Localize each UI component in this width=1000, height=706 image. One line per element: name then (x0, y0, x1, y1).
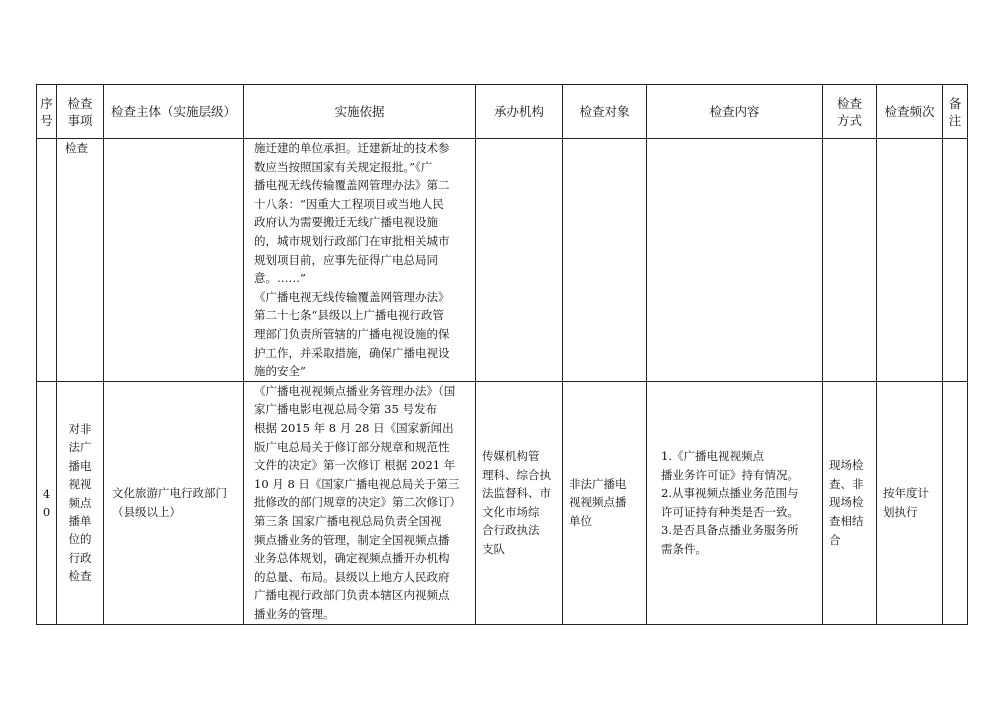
header-row (37, 85, 968, 139)
cell-org (476, 139, 563, 382)
text-line: 位的 (68, 532, 92, 547)
table-row (37, 381, 968, 624)
cell-freq (877, 139, 943, 382)
text-line: 法广 (68, 440, 92, 455)
text-line: 单位 (569, 514, 592, 529)
cell-method (823, 381, 877, 624)
text-line: 行政 (68, 550, 92, 565)
cell-note (943, 139, 968, 382)
text-line: 非法广播电 (569, 476, 627, 491)
text-line: 1.《广播电视视频点 (661, 448, 764, 463)
text-line: 2.从事视频点播业务范围与 (661, 486, 799, 501)
text-line: 频点播业务的管理，制定全国视频点播 (254, 532, 450, 547)
cell-freq (877, 381, 943, 624)
text-line: 《广播电视视频点播业务管理办法》（国 (254, 383, 456, 398)
cell-item: 检查 (57, 139, 104, 382)
text-line: 护工作，并采取措施，确保广播电视设 (254, 345, 450, 360)
cell-item (57, 381, 104, 624)
text-line: 播业务许可证》持有情况。 (661, 467, 799, 482)
text-line: 数应当按照国家有关规定报批。”《广 (254, 159, 433, 174)
text-line: 传媒机构管 (482, 448, 540, 463)
text-line: 查相结 (829, 514, 864, 529)
text-line: 法监督科、市 (482, 486, 551, 501)
text-line: 播单 (68, 513, 92, 528)
text-line: 许可证持有种类是否一致。 (661, 504, 799, 519)
cell-method (823, 139, 877, 382)
text-line: 查、非 (829, 476, 864, 491)
text-line: 广播电视行政部门负责本辖区内视频点 (254, 588, 450, 603)
text-line: 施的安全” (254, 364, 306, 379)
text-line: 检查 (68, 569, 92, 584)
cell-target (563, 139, 647, 382)
header-method: 检查方式 (823, 85, 877, 139)
text-line: 播业务的管理。 (254, 606, 335, 621)
header-seq: 序号 (37, 85, 57, 139)
table-row (37, 139, 968, 382)
text-line: 现场检 (829, 495, 864, 510)
text-line: 理部门负责所管辖的广播电视设施的保 (254, 326, 450, 341)
text-line: 业务总体规划，确定视频点播开办机构 (254, 551, 450, 566)
header-basis: 实施依据 (244, 85, 476, 139)
cell-basis (244, 381, 476, 624)
text-line: 视视 (68, 477, 92, 492)
text-line: 《广播电视无线传输覆盖网管理办法》 (254, 289, 450, 304)
text-line: 的，城市规划行政部门在审批相关城市 (254, 233, 450, 248)
text-line: （县级以上） (112, 504, 181, 519)
text-line: 3.是否具备点播业务服务所 (661, 523, 799, 538)
cell-target (563, 381, 647, 624)
cell-content (647, 139, 823, 382)
text-line: 意。……” (254, 271, 306, 286)
text-line: 文件的决定》第一次修订 根据 2021 年 (254, 458, 456, 473)
text-line: 文化市场综 (482, 504, 540, 519)
text-line: 第二十七条“县级以上广播电视行政管 (254, 308, 444, 323)
header-subject: 检查主体（实施层级） (104, 85, 244, 139)
header-note: 备注 (943, 85, 968, 139)
text-line: 文化旅游广电行政部门 (112, 486, 227, 501)
inspection-table (36, 84, 968, 625)
cell-org (476, 381, 563, 624)
header-content: 检查内容 (647, 85, 823, 139)
text-line: 划执行 (883, 504, 918, 519)
text-line: 版广电总局关于修订部分规章和规范性 (254, 439, 450, 454)
cell-seq: 40 (37, 381, 57, 624)
header-freq: 检查频次 (877, 85, 943, 139)
text-line: 施迁建的单位承担。迁建新址的技术参 (254, 141, 450, 155)
text-line: 政府认为需要搬迁无线广播电视设施 (254, 215, 438, 230)
text-line: 第三条 国家广播电视总局负责全国视 (254, 514, 442, 529)
text-line: 的总量、布局。县级以上地方人民政府 (254, 569, 450, 584)
text-line: 合 (829, 532, 841, 547)
header-item: 检查事项 (57, 85, 104, 139)
cell-subject (104, 381, 244, 624)
text-line: 家广播电影电视总局令第 35 号发布 (254, 402, 437, 417)
text-line: 频点 (68, 495, 92, 510)
text-line: 现场检 (829, 458, 864, 473)
cell-content (647, 381, 823, 624)
cell-note (943, 381, 968, 624)
text-line: 需条件。 (661, 541, 707, 556)
text-line: 根据 2015 年 8 月 28 日《国家新闻出 (254, 421, 454, 436)
text-line: 十八条：“因重大工程项目或当地人民 (254, 196, 444, 211)
text-line: 理科、综合执 (482, 467, 551, 482)
cell-basis (244, 139, 476, 382)
text-line: 支队 (482, 541, 505, 556)
text-line: 对非 (68, 421, 92, 436)
text-line: 视视频点播 (569, 495, 627, 510)
text-line: 播电视无线传输覆盖网管理办法》第二 (254, 178, 450, 193)
text-line: 批修改的部门规章的决定》第二次修订） (254, 495, 461, 510)
text-line: 按年度计 (883, 486, 929, 501)
header-org: 承办机构 (476, 85, 563, 139)
text-line: 播电 (68, 458, 92, 473)
text-line: 10 月 8 日《国家广播电视总局关于第三 (254, 476, 460, 491)
cell-seq (37, 139, 57, 382)
text-line: 规划项目前，应事先征得广电总局同 (254, 252, 438, 267)
header-target: 检查对象 (563, 85, 647, 139)
text-line: 合行政执法 (482, 523, 540, 538)
cell-subject (104, 139, 244, 382)
